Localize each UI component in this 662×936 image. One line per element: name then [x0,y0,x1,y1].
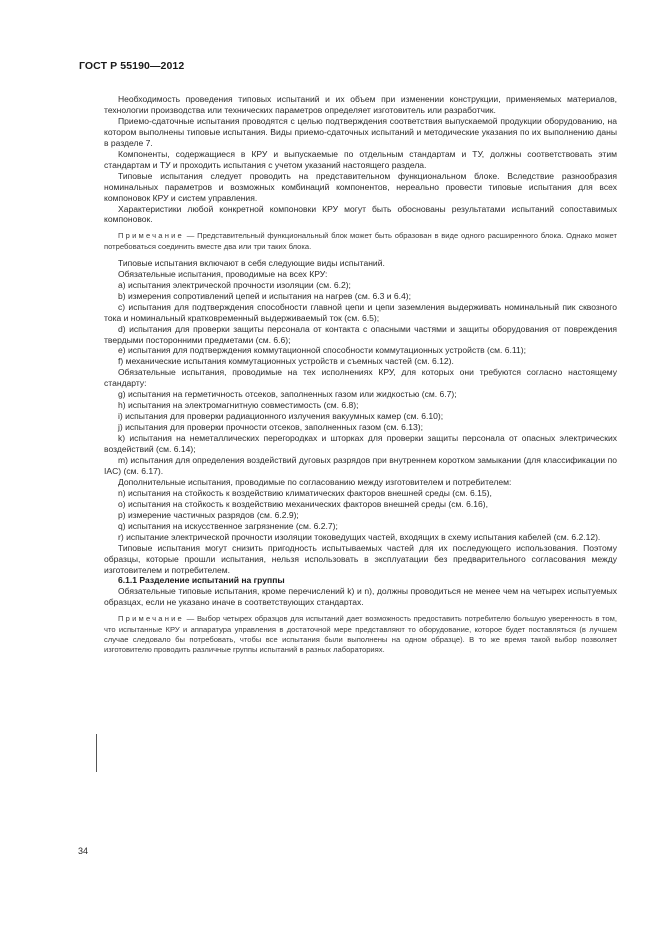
list-item: g) испытания на герметичность отсеков, заполненных газом или жидкостью (см. 6.7); [118,389,457,400]
list-item: n) испытания на стойкость к воздействию климатических факторов внешней среды (см. 6.15), [118,487,492,498]
list-item: a) испытания электрической прочности изоляции (см. 6.2); [118,279,351,290]
list-item: e) испытания для подтверждения коммутационной способности коммутационных устройств (см. 6.11); [118,345,527,356]
page-number: 34 [78,846,89,856]
list-item: o) испытания на стойкость к воздействию механических факторов внешней среды (см. 6.16), [118,498,488,509]
list-item: p) измерение частичных разрядов (см. 6.2.9); [118,509,299,520]
change-bar [96,734,97,772]
paragraph: Приемо-сдаточные испытания проводятся с целью подтверждения соответствия выпускаемой продукции оборудованию, на котором выполнены типовые испытания. Виды приемо-сдаточных испытаний и методические указания по их выполнению даны в разделе 7. [104,115,617,148]
list-intro: Типовые испытания включают в себя следующие виды испытаний. [118,257,385,268]
paragraph: Необходимость проведения типовых испытаний и их объем при изменении конструкции, применяемых материалов, технологии производства или технических параметров определяет изготовитель или разработчик. [104,94,617,115]
list-item: r) испытание электрической прочности изоляции токоведущих частей, входящих в схему испытания кабелей (см. 6.2.12). [118,531,601,542]
section-text: Обязательные типовые испытания, кроме перечислений k) и n), должны проводиться не менее чем на четырех испытуемых образцах, если не указано иначе в соответствующих стандартах. [104,586,617,608]
list-item: q) испытания на искусственное загрязнение (см. 6.2.7); [118,520,338,531]
list-item: j) испытания для проверки прочности отсеков, заполненных газом (см. 6.13); [118,422,424,433]
list-item: i) испытания для проверки радиационного излучения вакуумных камер (см. 6.10); [118,411,444,422]
note-text: — Выбор четырех образцов для испытаний дает возможность предоставить потребителю большую уверенность в том, что испытанные КРУ и аппаратура управления в достаточной мере представляют то оборудование, которое будет поставляться (в лучшем случае следовало бы потребовать, чтобы все испытания были выполнены на одном образце). В то же время такой выбор позволяет изготовителю проводить различные группы испытаний в разных лабораториях. [104,614,617,654]
paragraph: Характеристики любой конкретной компоновки КРУ могут быть обоснованы результатами испытаний сопоставимых компоновок. [104,203,617,225]
list-item: h) испытания на электромагнитную совместимость (см. 6.8); [118,400,359,411]
note-2 [104,614,617,655]
list-item: m) испытания для определения воздействий дуговых разрядов при внутреннем коротком замыкании (для классификации по IAC) (см. 6.17). [104,455,617,476]
note-label: Примечание [118,231,184,241]
list-item: d) испытания для проверки защиты персонала от контакта с опасными частями и защиты оборудования от повреждения твердыми посторонними предметами (см. 6.6); [104,323,617,345]
list-item: c) испытания для подтверждения способности главной цепи и цепи заземления выдерживать номинальный пик сквозного тока и номинальный кратковременный выдерживаемый ток (см. 6.5); [104,301,617,323]
body-text [104,94,617,655]
list-item: f) механические испытания коммутационных устройств и съемных частей (см. 6.12). [118,356,454,367]
paragraph: Компоненты, содержащиеся в КРУ и выпускаемые по отдельным стандартам и ТУ, должны соответствовать этим стандартам и ТУ и проходить испытания с учетом указаний настоящего раздела. [104,148,617,170]
closing-paragraph: Типовые испытания могут снизить пригодность испытываемых частей для их последующего использования. Поэтому образцы, которые прошли испытания, нельзя использовать в эксплуатации без предварительного согласования между изготовителем и потребителем. [104,542,617,575]
document-header: ГОСТ Р 55190—2012 [79,60,185,72]
list-intro: Обязательные испытания, проводимые на тех исполнениях КРУ, для которых они требуются согласно настоящему стандарту: [104,367,617,389]
list-item: b) измерения сопротивлений цепей и испытания на нагрев (см. 6.3 и 6.4); [118,290,412,301]
list-intro: Дополнительные испытания, проводимые по согласованию между изготовителем и потребителем: [118,476,512,487]
note-label: Примечание [118,614,184,624]
list-item: k) испытания на неметаллических перегородках и шторках для проверки защиты персонала от опасных электрических воздействий (см. 6.14); [104,433,617,455]
section-title: 6.1.1 Разделение испытаний на группы [118,575,285,586]
note-1 [104,231,617,251]
note-text: — Представительный функциональный блок может быть образован в виде одного расширенного блока. Однако может потребоваться соединить вместе два или три таких блока. [104,231,617,251]
list-intro: Обязательные испытания, проводимые на всех КРУ: [118,268,328,279]
paragraph: Типовые испытания следует проводить на представительном функциональном блоке. Вследствие разнообразия номинальных параметров и возможных комбинаций компонентов, нереально провести типовые испытания для всех компоновок КРУ и систем управления. [104,170,617,203]
